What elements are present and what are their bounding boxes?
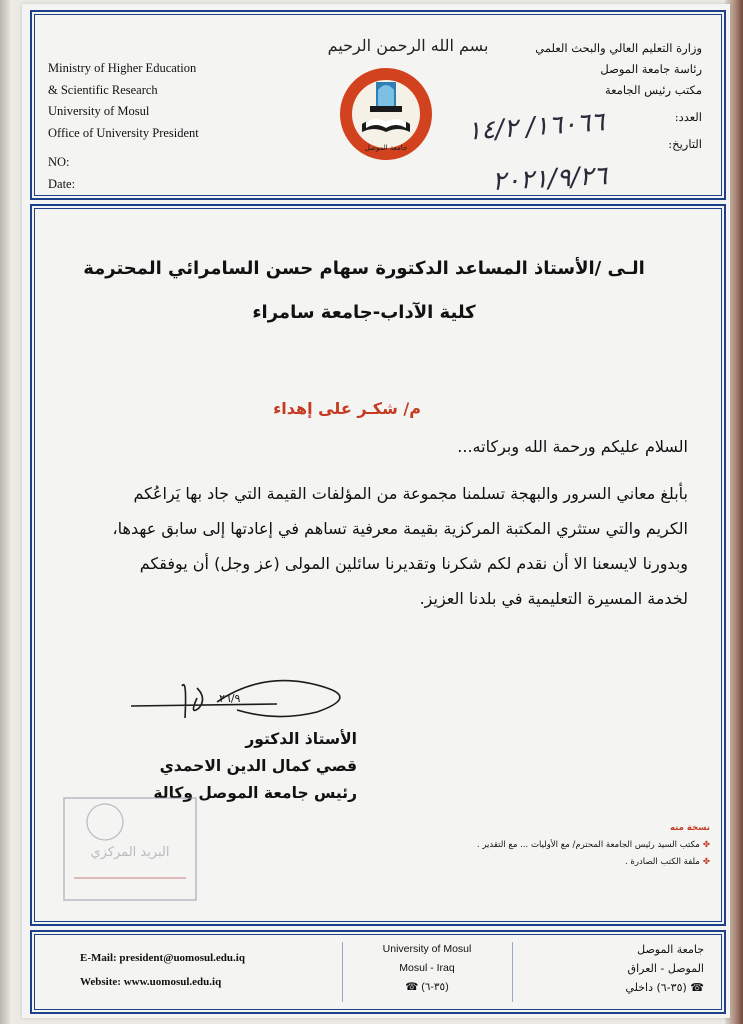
letterhead-frame [30,10,726,200]
university-name: University of Mosul [48,104,150,118]
addressee: الـى /الأستاذ المساعد الدكتورة سهام حسن السامرائي المحترمة [83,258,645,279]
letterhead-english [48,58,288,195]
number-label-arabic: العدد: [674,110,702,124]
footer-divider [342,942,343,1002]
logo-caption: جامعة الموصل [364,144,408,152]
footer-address-english [352,940,502,997]
letter-subject: م/ شكـر على إهداء [273,399,421,418]
stamp-text: البريد المركزي [90,845,170,860]
handwritten-date: ٢٠٢١/٩/٢٦ [491,161,608,197]
footer-phone-en: ☎ (٣٥-٦) [405,981,449,993]
presidency-arabic: رئاسة جامعة الموصل [600,62,702,76]
body-line: وبدورنا لايسعنا الا أن نقدم لكم شكرنا وتقديرنا سائلين المولى (عز وجل) أن يوفقكم [139,554,688,573]
signatory-title: الأستاذ الدكتور [245,730,357,748]
ministry-arabic: وزارة التعليم العالي والبحث العلمي [535,41,702,55]
copies-heading: نسخة منه [670,823,710,833]
office-name: Office of University President [48,125,199,140]
body-line: لخدمة المسيرة التعليمية في بلدنا العزيز. [419,589,688,608]
letter-body-frame [30,204,726,926]
university-logo [338,66,434,162]
copies-list [410,820,710,871]
signatory-position: رئيس جامعة الموصل وكالة [153,784,357,802]
date-label: Date: [48,176,76,191]
letter-sheet [22,4,730,1018]
postal-stamp [60,794,200,904]
letterhead-arabic [492,38,702,155]
addressee-college: كلية الآداب-جامعة سامراء [252,302,476,323]
office-arabic: مكتب رئيس الجامعة [605,83,702,97]
basmala: بسم الله الرحمن الرحيم [327,36,489,55]
ministry-line-2: & Scientific Research [48,82,158,97]
copy-item: ✤ملفة الكتب الصادرة . [625,857,710,867]
footer-university-ar: جامعة الموصل [637,943,704,956]
signature-date: ٢٦/٩ [219,692,241,705]
body-line: الكريم والتي ستثري المكتبة المركزية بقيمة معرفية تساهم في إعادتها إلى سابق عهدها، [112,519,688,538]
footer-city-ar: الموصل - العراق [627,962,704,975]
number-label: NO: [48,155,70,169]
footer-email: E-Mail: president@uomosul.edu.iq [80,952,245,964]
footer-phone-ar: ☎ (٣٥-٦) داخلي [625,981,704,994]
footer-website: Website: www.uomosul.edu.iq [80,976,222,988]
footer-contact [80,946,245,994]
ministry-line-1: Ministry of Higher Education [48,61,197,75]
letter-body [38,476,688,616]
copy-item: ✤مكتب السيد رئيس الجامعة المحترم/ مع الأوليات ... مع التقدير . [476,840,710,850]
scan-shadow-left [0,0,10,1024]
footer-city-en: Mosul - Iraq [399,962,455,974]
greeting: السلام عليكم ورحمة الله وبركاته... [457,437,688,456]
handwritten-reference-number: ١٦٠٦٦/ ١٤/٢ [466,107,606,147]
signatory-name: قصي كمال الدين الاحمدي [159,757,357,775]
footer-university-en: University of Mosul [382,943,472,955]
footer-address-arabic [574,940,704,997]
footer-divider [512,942,513,1002]
letter-footer [30,930,726,1014]
date-label-arabic: التاريخ: [668,137,702,151]
body-line: بأبلغ معاني السرور والبهجة تسلمنا مجموعة من المؤلفات القيمة التي جاد بها يَراعُكم [133,484,688,503]
